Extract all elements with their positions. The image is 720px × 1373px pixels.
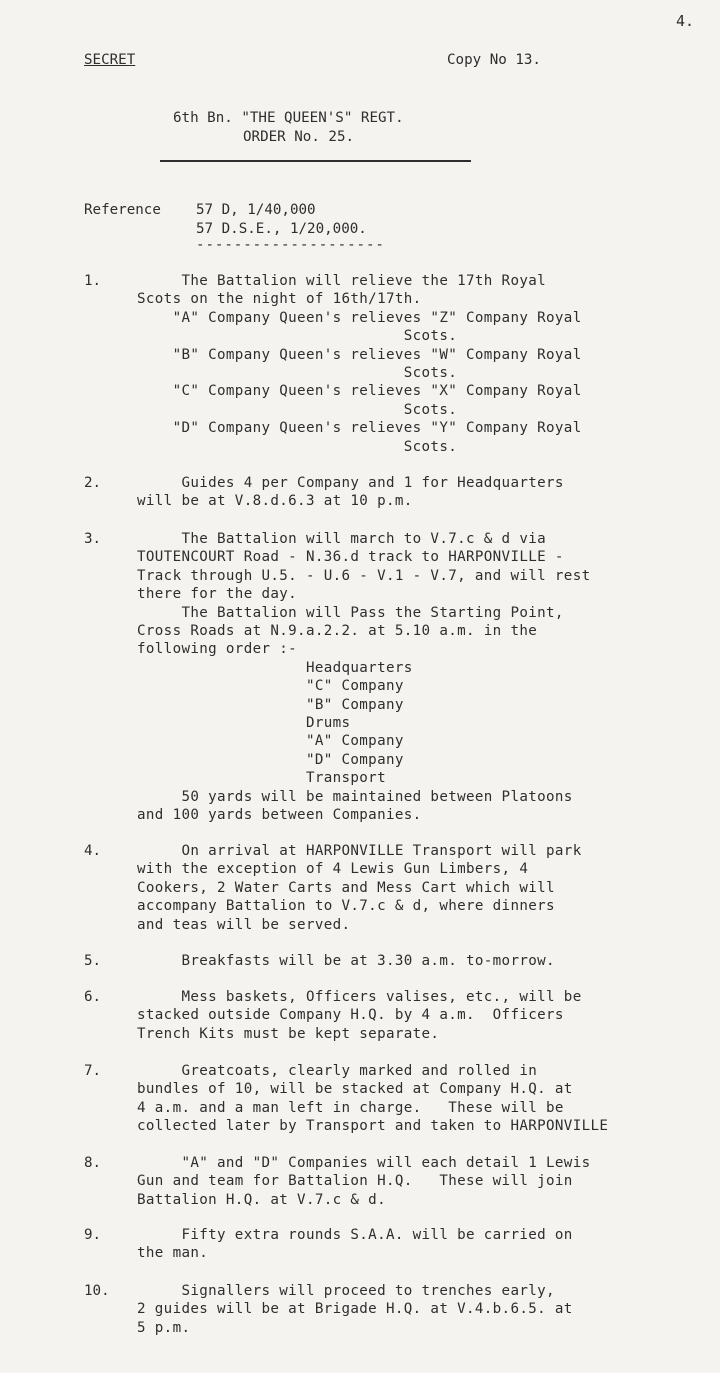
paragraph-number: 7.: [84, 1063, 102, 1079]
paragraph-line: Scots.: [137, 401, 458, 418]
paragraph-line: Fifty extra rounds S.A.A. will be carried on: [137, 1227, 573, 1243]
paragraph-line: with the exception of 4 Lewis Gun Limbers, 4: [137, 861, 529, 878]
paragraph-number: 9.: [84, 1227, 102, 1243]
paragraph-line: and 100 yards between Companies.: [137, 807, 422, 824]
paragraph-line: "A" and "D" Companies will each detail 1 Lewis: [137, 1155, 591, 1171]
paragraph-7: [97, 1062, 608, 1136]
paragraph-line: and teas will be served.: [137, 916, 351, 933]
paragraph-line: Cookers, 2 Water Carts and Mess Cart which will: [137, 879, 555, 896]
paragraph-line: The Battalion will march to V.7.c & d via: [137, 531, 547, 547]
paragraph-line: Breakfasts will be at 3.30 a.m. to-morrow.: [137, 953, 555, 969]
paragraph-line: accompany Battalion to V.7.c & d, where dinners: [137, 898, 555, 915]
paragraph-9: [97, 1226, 573, 1263]
paragraph-3: [97, 530, 590, 825]
paragraph-line: Drums: [137, 715, 351, 732]
paragraph-8: [97, 1154, 590, 1209]
paragraph-line: Trench Kits must be kept separate.: [137, 1025, 440, 1042]
paragraph-line: "C" Company Queen's relieves "X" Company Royal: [137, 383, 582, 400]
page-number: 4.: [676, 12, 695, 30]
paragraph-number: 4.: [84, 843, 102, 859]
paragraph-10: [97, 1282, 573, 1337]
classification-label: SECRET: [84, 52, 136, 68]
paragraph-line: Scots.: [137, 365, 458, 382]
paragraph-line: "D" Company: [137, 751, 404, 768]
paragraph-number: 2.: [84, 475, 102, 491]
heading-unit: 6th Bn. "THE QUEEN'S" REGT.: [173, 110, 404, 126]
paragraph-5: [97, 952, 555, 970]
paragraph-line: 4 a.m. and a man left in charge. These will be: [137, 1099, 564, 1116]
paragraph-line: collected later by Transport and taken to HARPONVILLE: [137, 1118, 609, 1135]
paragraph-line: "A" Company: [137, 733, 404, 750]
paragraph-line: Gun and team for Battalion H.Q. These will join: [137, 1173, 573, 1190]
paragraph-line: bundles of 10, will be stacked at Company H.Q. at: [137, 1081, 573, 1098]
heading-order: ORDER No. 25.: [243, 129, 355, 145]
paragraph-number: 5.: [84, 953, 102, 969]
paragraph-line: Scots.: [137, 328, 458, 345]
paragraph-line: "C" Company: [137, 678, 404, 695]
paragraph-line: Headquarters: [137, 659, 413, 676]
paragraph-line: 2 guides will be at Brigade H.Q. at V.4.b.6.5. at: [137, 1301, 573, 1318]
paragraph-line: The Battalion will Pass the Starting Point,: [137, 604, 564, 621]
paragraph-4: [97, 842, 582, 934]
paragraph-line: The Battalion will relieve the 17th Royal: [137, 273, 547, 289]
paragraph-line: there for the day.: [137, 586, 298, 603]
paragraph-line: "B" Company Queen's relieves "W" Company Royal: [137, 346, 582, 363]
paragraph-line: Scots.: [137, 438, 458, 455]
paragraph-number: 3.: [84, 531, 102, 547]
paragraph-number: 8.: [84, 1155, 102, 1171]
paragraph-2: [97, 474, 564, 511]
paragraph-number: 6.: [84, 989, 102, 1005]
paragraph-number: 10.: [84, 1283, 110, 1299]
heading-rule: [160, 160, 471, 162]
paragraph-line: Greatcoats, clearly marked and rolled in: [137, 1063, 538, 1079]
paragraph-line: Scots on the night of 16th/17th.: [137, 291, 422, 308]
paragraph-line: Signallers will proceed to trenches early,: [137, 1283, 555, 1299]
paragraph-line: Track through U.5. - U.6 - V.1 - V.7, and will rest: [137, 567, 591, 584]
paragraph-line: the man.: [137, 1245, 209, 1262]
paragraph-line: On arrival at HARPONVILLE Transport will park: [137, 843, 582, 859]
paragraph-line: Battalion H.Q. at V.7.c & d.: [137, 1191, 386, 1208]
paragraph-line: following order :-: [137, 641, 298, 658]
paragraph-line: "D" Company Queen's relieves "Y" Company Royal: [137, 420, 582, 437]
paragraph-line: will be at V.8.d.6.3 at 10 p.m.: [137, 493, 413, 510]
paragraph-line: "B" Company: [137, 696, 404, 713]
paragraph-1: [97, 272, 582, 456]
paragraph-6: [97, 988, 582, 1043]
paragraph-line: 5 p.m.: [137, 1319, 191, 1336]
paragraph-line: "A" Company Queen's relieves "Z" Company Royal: [137, 309, 582, 326]
reference-underline: --------------------: [196, 237, 385, 253]
copy-number: Copy No 13.: [447, 52, 541, 68]
paragraph-line: Transport: [137, 770, 386, 787]
reference-map-1: 57 D, 1/40,000: [196, 202, 316, 218]
paragraph-line: Mess baskets, Officers valises, etc., will be: [137, 989, 582, 1005]
reference-map-2: 57 D.S.E., 1/20,000.: [196, 221, 367, 237]
paragraph-line: Guides 4 per Company and 1 for Headquarters: [137, 475, 564, 491]
paragraph-line: 50 yards will be maintained between Platoons: [137, 788, 573, 805]
paragraph-line: Cross Roads at N.9.a.2.2. at 5.10 a.m. in the: [137, 623, 538, 640]
paragraph-number: 1.: [84, 273, 102, 289]
reference-label: Reference: [84, 202, 161, 218]
paragraph-line: TOUTENCOURT Road - N.36.d track to HARPONVILLE -: [137, 549, 564, 566]
paragraph-line: stacked outside Company H.Q. by 4 a.m. Officers: [137, 1007, 564, 1024]
